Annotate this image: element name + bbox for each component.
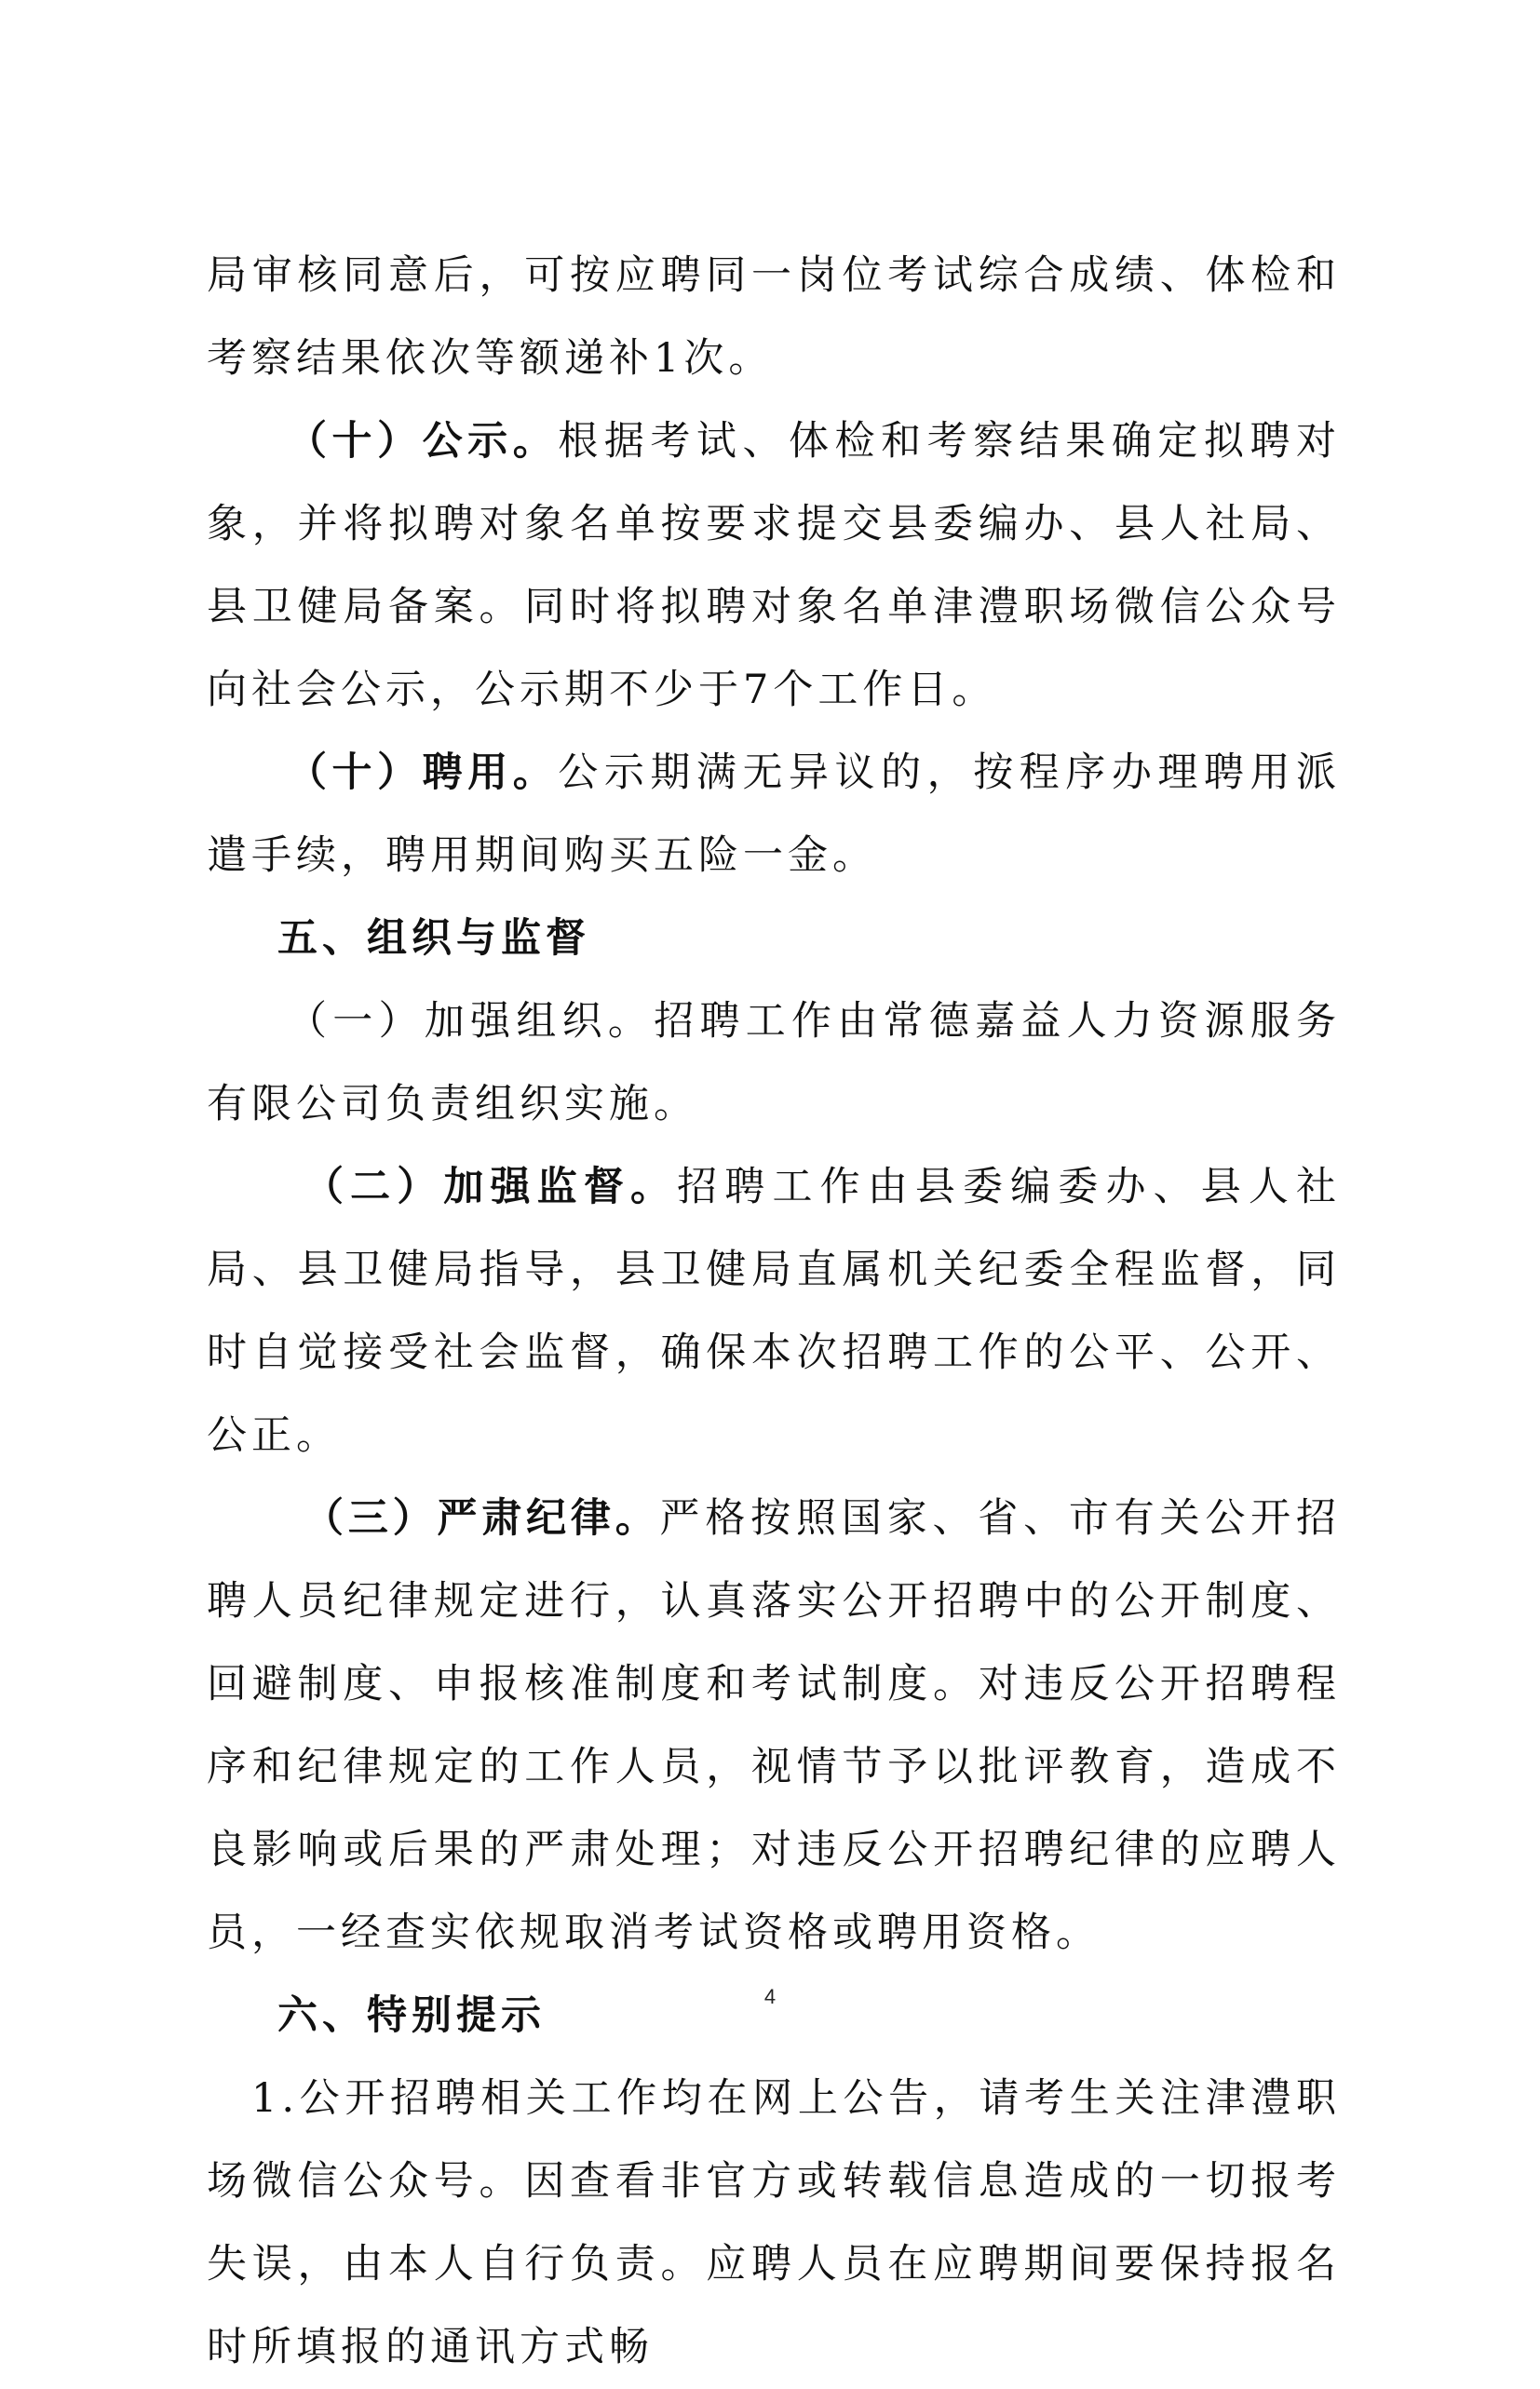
paragraph-text: 根据考试、体检和考察结果确定拟聘对象，并将拟聘对象名单按要求提交县委编办、县人社局、县卫健局备案。同时将拟聘对象名单津澧职场微信公众号向社会公示，公示期不少于7个工作日。 [207,418,1342,713]
paragraph-lead: （十）公示。 [287,418,559,465]
paragraph-lead: （一）加强组织。 [287,998,655,1045]
paragraph-text: 局审核同意后，可按应聘同一岗位考试综合成绩、体检和考察结果依次等额递补1次。 [207,252,1341,382]
paragraph-strengthen-organization [207,980,1341,1146]
paragraph-text: 1.公开招聘相关工作均在网上公告，请考生关注津澧职场微信公众号。因查看非官方或转载信息造成的一切报考失误，由本人自行负责。应聘人员在应聘期间要保持报名时所填报的通讯方式畅 [207,2075,1341,2370]
paragraph-text: 严格按照国家、省、市有关公开招聘人员纪律规定进行，认真落实公开招聘中的公开制度、回避制度、申报核准制度和考试制度。对违反公开招聘程序和纪律规定的工作人员，视情节予以批评教育，造成不良影响或后果的严肃处理；对违反公开招聘纪律的应聘人员，一经查实依规取消考试资格或聘用资格。 [207,1495,1342,1956]
paragraph-lead: （二）加强监督。 [304,1164,678,1210]
paragraph-notice-1 [207,2058,1341,2389]
paragraph-text: 招聘工作由常德嘉益人力资源服务有限公司负责组织实施。 [207,998,1342,1127]
paragraph-pinyong [207,732,1341,898]
paragraph-lead: （十）聘用。 [287,749,559,796]
paragraph-strengthen-supervision [207,1146,1341,1478]
document-body [207,235,1341,2389]
section-heading-special-notice: 六、特别提示 [277,1992,546,2039]
paragraph-lead: （三）严肃纪律。 [304,1495,660,1542]
paragraph-continuation [207,235,1341,400]
paragraph-text: 公示期满无异议的，按程序办理聘用派遣手续，聘用期间购买五险一金。 [207,749,1342,879]
paragraph-strict-discipline [207,1478,1341,1975]
section-heading-organization: 五、组织与监督 [277,915,590,962]
paragraph-gongshi [207,400,1341,732]
page-number: 4 [763,1985,777,2008]
paragraph-text: 招聘工作由县委编委办、县人社局、县卫健局指导，县卫健局直属机关纪委全程监督，同时自觉接受社会监督，确保本次招聘工作的公平、公开、公正。 [207,1164,1342,1459]
